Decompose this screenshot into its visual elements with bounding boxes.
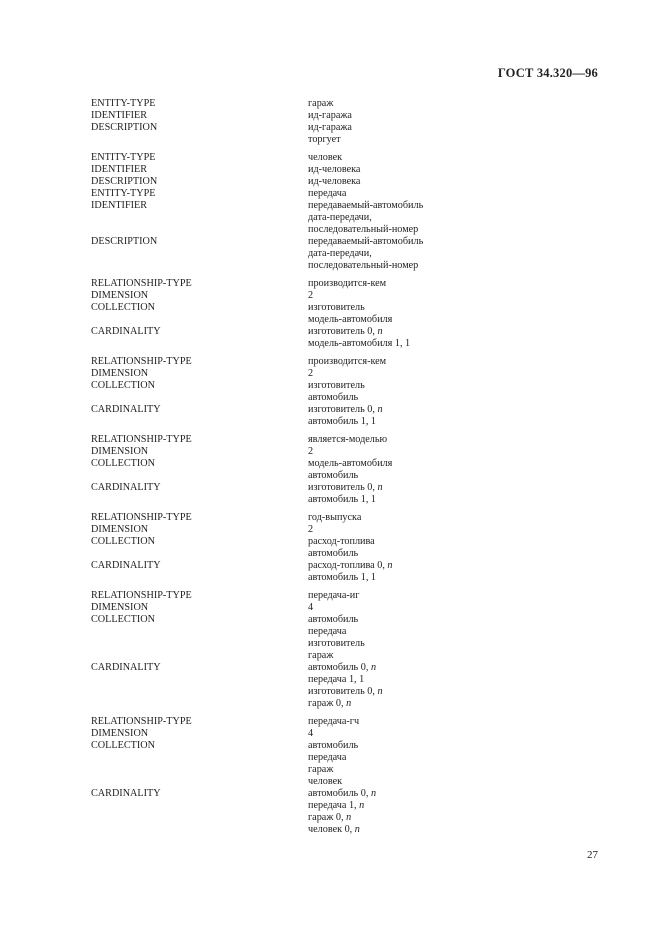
keyword-label: COLLECTION — [91, 614, 155, 625]
listing-row — [91, 686, 611, 698]
value-text: модель-автомобиля — [308, 314, 393, 325]
keyword-label: ENTITY-TYPE — [91, 188, 156, 199]
listing-row — [91, 536, 611, 548]
listing-row — [91, 614, 611, 626]
keyword-value — [308, 788, 611, 800]
keyword-value — [308, 290, 611, 302]
value-text: 2 — [308, 446, 314, 457]
keyword-value — [308, 446, 611, 458]
keyword-label: CARDINALITY — [91, 560, 161, 571]
value-text: 2 — [308, 524, 314, 535]
keyword-label — [91, 776, 308, 788]
listing-row — [91, 716, 611, 728]
value-text: модель-автомобиля — [308, 458, 393, 469]
cardinality-n: n — [359, 800, 365, 811]
value-text: передача — [308, 188, 347, 199]
cardinality-n: n — [346, 812, 352, 823]
keyword-value — [308, 458, 611, 470]
keyword-value — [308, 698, 611, 710]
listing-row — [91, 764, 611, 776]
value-text: гараж — [308, 98, 334, 109]
value-text: последовательный-номер — [308, 260, 419, 271]
value-text: изготовитель 0, — [308, 404, 375, 415]
value-text: гараж — [308, 650, 334, 661]
keyword-label — [91, 134, 308, 146]
cardinality-n: n — [377, 404, 383, 415]
value-text: изготовитель 0, — [308, 482, 375, 493]
keyword-label — [91, 572, 308, 584]
listing-row — [91, 164, 611, 176]
value-text: ид-человека — [308, 176, 361, 187]
value-text: передача — [308, 626, 347, 637]
keyword-label: RELATIONSHIP-TYPE — [91, 716, 192, 727]
value-text: производится-кем — [308, 278, 387, 289]
listing-row — [91, 212, 611, 224]
keyword-label: CARDINALITY — [91, 788, 161, 799]
listing-row — [91, 224, 611, 236]
value-text: автомобиль — [308, 470, 359, 481]
value-text: расход-топлива 0, — [308, 560, 385, 571]
keyword-label: CARDINALITY — [91, 404, 161, 415]
listing-row — [91, 662, 611, 674]
cardinality-n: n — [377, 686, 383, 697]
value-text: передача — [308, 752, 347, 763]
keyword-value — [308, 716, 611, 728]
value-text: человек — [308, 776, 343, 787]
keyword-value — [308, 416, 611, 428]
listing-row — [91, 338, 611, 350]
keyword-value — [308, 602, 611, 614]
keyword-value — [308, 278, 611, 290]
listing-row — [91, 392, 611, 404]
listing-row — [91, 560, 611, 572]
keyword-label: DIMENSION — [91, 368, 149, 379]
listing-row — [91, 740, 611, 752]
listing-row — [91, 134, 611, 146]
value-text: передача-гч — [308, 716, 360, 727]
keyword-value — [308, 314, 611, 326]
listing-row — [91, 260, 611, 272]
value-text: последовательный-номер — [308, 224, 419, 235]
keyword-value — [308, 536, 611, 548]
keyword-value — [308, 176, 611, 188]
listing-row — [91, 800, 611, 812]
keyword-label: ENTITY-TYPE — [91, 98, 156, 109]
keyword-label: RELATIONSHIP-TYPE — [91, 278, 192, 289]
listing-row — [91, 626, 611, 638]
listing-row — [91, 302, 611, 314]
value-text: изготовитель — [308, 380, 365, 391]
listing-row — [91, 98, 611, 110]
listing-row — [91, 446, 611, 458]
keyword-value — [308, 800, 611, 812]
keyword-label — [91, 494, 308, 506]
value-text: автомобиль 0, — [308, 662, 369, 673]
keyword-value — [308, 764, 611, 776]
listing-row — [91, 110, 611, 122]
keyword-value — [308, 224, 611, 236]
document-header: ГОСТ 34.320—96 — [497, 66, 598, 80]
value-text: автомобиль 1, 1 — [308, 416, 377, 427]
listing-row — [91, 368, 611, 380]
keyword-value — [308, 728, 611, 740]
keyword-label: COLLECTION — [91, 536, 155, 547]
keyword-label: DIMENSION — [91, 446, 149, 457]
listing-row — [91, 482, 611, 494]
listing-row — [91, 572, 611, 584]
value-text: изготовитель 0, — [308, 326, 375, 337]
keyword-value — [308, 590, 611, 602]
keyword-label — [91, 698, 308, 710]
value-text: передача-иг — [308, 590, 360, 601]
value-text: гараж — [308, 764, 334, 775]
keyword-value — [308, 212, 611, 224]
keyword-label — [91, 674, 308, 686]
page-number: 27 — [587, 849, 598, 861]
cardinality-n: n — [354, 824, 360, 835]
keyword-value — [308, 626, 611, 638]
keyword-value — [308, 560, 611, 572]
keyword-label: CARDINALITY — [91, 662, 161, 673]
keyword-value — [308, 122, 611, 134]
listing-row — [91, 650, 611, 662]
listing-row — [91, 188, 611, 200]
keyword-label: COLLECTION — [91, 302, 155, 313]
listing-row — [91, 416, 611, 428]
keyword-label — [91, 686, 308, 698]
listing-row — [91, 434, 611, 446]
keyword-label: CARDINALITY — [91, 326, 161, 337]
keyword-value — [308, 776, 611, 788]
keyword-label — [91, 470, 308, 482]
value-text: 2 — [308, 290, 314, 301]
value-text: передаваемый-автомобиль — [308, 200, 424, 211]
keyword-label: DIMENSION — [91, 290, 149, 301]
value-text: гараж 0, — [308, 698, 344, 709]
keyword-label — [91, 626, 308, 638]
keyword-label: DESCRIPTION — [91, 176, 158, 187]
keyword-label: COLLECTION — [91, 380, 155, 391]
keyword-label — [91, 338, 308, 350]
listing-row — [91, 698, 611, 710]
listing-row — [91, 356, 611, 368]
keyword-label — [91, 812, 308, 824]
cardinality-n: n — [377, 482, 383, 493]
keyword-value — [308, 236, 611, 248]
keyword-label: RELATIONSHIP-TYPE — [91, 590, 192, 601]
value-text: дата-передачи, — [308, 248, 372, 259]
keyword-label — [91, 548, 308, 560]
listing-row — [91, 590, 611, 602]
keyword-value — [308, 260, 611, 272]
value-text: человек — [308, 152, 343, 163]
keyword-value — [308, 614, 611, 626]
listing-row — [91, 638, 611, 650]
value-text: изготовитель 0, — [308, 686, 375, 697]
listing-row — [91, 548, 611, 560]
keyword-label: DESCRIPTION — [91, 236, 158, 247]
value-text: является-моделью — [308, 434, 388, 445]
value-text: автомобиль — [308, 614, 359, 625]
value-text: автомобиль 1, 1 — [308, 572, 377, 583]
listing-row — [91, 248, 611, 260]
keyword-value — [308, 164, 611, 176]
keyword-label: ENTITY-TYPE — [91, 152, 156, 163]
keyword-label: DIMENSION — [91, 524, 149, 535]
keyword-label — [91, 392, 308, 404]
keyword-value — [308, 380, 611, 392]
keyword-label: CARDINALITY — [91, 482, 161, 493]
cardinality-n: n — [387, 560, 393, 571]
keyword-label — [91, 650, 308, 662]
value-text: гараж 0, — [308, 812, 344, 823]
keyword-value — [308, 638, 611, 650]
listing-row — [91, 236, 611, 248]
keyword-value — [308, 356, 611, 368]
listing-row — [91, 122, 611, 134]
listing-row — [91, 470, 611, 482]
keyword-value — [308, 404, 611, 416]
value-text: ид-гаража — [308, 122, 352, 133]
keyword-label: DIMENSION — [91, 602, 149, 613]
listing-row — [91, 776, 611, 788]
keyword-value — [308, 368, 611, 380]
listing-row — [91, 728, 611, 740]
keyword-value — [308, 470, 611, 482]
listing-row — [91, 602, 611, 614]
listing-row — [91, 674, 611, 686]
keyword-value — [308, 650, 611, 662]
keyword-value — [308, 524, 611, 536]
keyword-value — [308, 434, 611, 446]
listing-row — [91, 314, 611, 326]
value-text: изготовитель — [308, 302, 365, 313]
keyword-label — [91, 212, 308, 224]
keyword-label: IDENTIFIER — [91, 110, 148, 121]
value-text: 4 — [308, 602, 314, 613]
keyword-label — [91, 248, 308, 260]
keyword-label — [91, 824, 308, 836]
keyword-value — [308, 512, 611, 524]
value-text: автомобиль 0, — [308, 788, 369, 799]
keyword-label: RELATIONSHIP-TYPE — [91, 512, 192, 523]
value-text: передача 1, — [308, 800, 357, 811]
value-text: 2 — [308, 368, 314, 379]
value-text: год-выпуска — [308, 512, 362, 523]
value-text: торгует — [308, 134, 341, 145]
listing-row — [91, 824, 611, 836]
keyword-value — [308, 740, 611, 752]
keyword-value — [308, 662, 611, 674]
value-text: автомобиль — [308, 740, 359, 751]
keyword-value — [308, 548, 611, 560]
value-text: ид-гаража — [308, 110, 352, 121]
keyword-value — [308, 248, 611, 260]
keyword-value — [308, 392, 611, 404]
cardinality-n: n — [370, 788, 377, 799]
keyword-label — [91, 416, 308, 428]
value-text: расход-топлива — [308, 536, 375, 547]
keyword-value — [308, 338, 611, 350]
keyword-value — [308, 302, 611, 314]
listing-row — [91, 278, 611, 290]
keyword-value — [308, 752, 611, 764]
listing-row — [91, 290, 611, 302]
keyword-value — [308, 326, 611, 338]
listing-row — [91, 494, 611, 506]
keyword-value — [308, 482, 611, 494]
listing-row — [91, 380, 611, 392]
value-text: модель-автомобиля 1, 1 — [308, 338, 411, 349]
keyword-value — [308, 572, 611, 584]
keyword-value — [308, 674, 611, 686]
keyword-label: DESCRIPTION — [91, 122, 158, 133]
keyword-value — [308, 812, 611, 824]
keyword-label: COLLECTION — [91, 740, 155, 751]
keyword-label: COLLECTION — [91, 458, 155, 469]
keyword-label: RELATIONSHIP-TYPE — [91, 434, 192, 445]
listing-row — [91, 524, 611, 536]
keyword-label — [91, 638, 308, 650]
keyword-value — [308, 152, 611, 164]
keyword-label — [91, 764, 308, 776]
schema-listing — [91, 98, 611, 836]
keyword-label — [91, 800, 308, 812]
keyword-value — [308, 824, 611, 836]
keyword-label — [91, 752, 308, 764]
value-text: 4 — [308, 728, 314, 739]
value-text: автомобиль 1, 1 — [308, 494, 377, 505]
value-text: производится-кем — [308, 356, 387, 367]
value-text: изготовитель — [308, 638, 365, 649]
listing-row — [91, 752, 611, 764]
value-text: передаваемый-автомобиль — [308, 236, 424, 247]
keyword-label: IDENTIFIER — [91, 200, 148, 211]
cardinality-n: n — [346, 698, 352, 709]
keyword-label: RELATIONSHIP-TYPE — [91, 356, 192, 367]
keyword-value — [308, 200, 611, 212]
listing-row — [91, 512, 611, 524]
value-text: автомобиль — [308, 392, 359, 403]
keyword-value — [308, 98, 611, 110]
keyword-value — [308, 110, 611, 122]
listing-row — [91, 812, 611, 824]
value-text: передача 1, 1 — [308, 674, 365, 685]
listing-row — [91, 788, 611, 800]
listing-row — [91, 200, 611, 212]
keyword-label — [91, 260, 308, 272]
listing-row — [91, 326, 611, 338]
value-text: автомобиль — [308, 548, 359, 559]
listing-row — [91, 404, 611, 416]
cardinality-n: n — [377, 326, 383, 337]
keyword-value — [308, 188, 611, 200]
keyword-label: IDENTIFIER — [91, 164, 148, 175]
keyword-value — [308, 686, 611, 698]
keyword-label: DIMENSION — [91, 728, 149, 739]
keyword-label — [91, 224, 308, 236]
listing-row — [91, 152, 611, 164]
listing-row — [91, 458, 611, 470]
listing-row — [91, 176, 611, 188]
keyword-label — [91, 314, 308, 326]
value-text: ид-человека — [308, 164, 361, 175]
cardinality-n: n — [370, 662, 377, 673]
keyword-value — [308, 494, 611, 506]
value-text: человек 0, — [308, 824, 353, 835]
value-text: дата-передачи, — [308, 212, 372, 223]
keyword-value — [308, 134, 611, 146]
